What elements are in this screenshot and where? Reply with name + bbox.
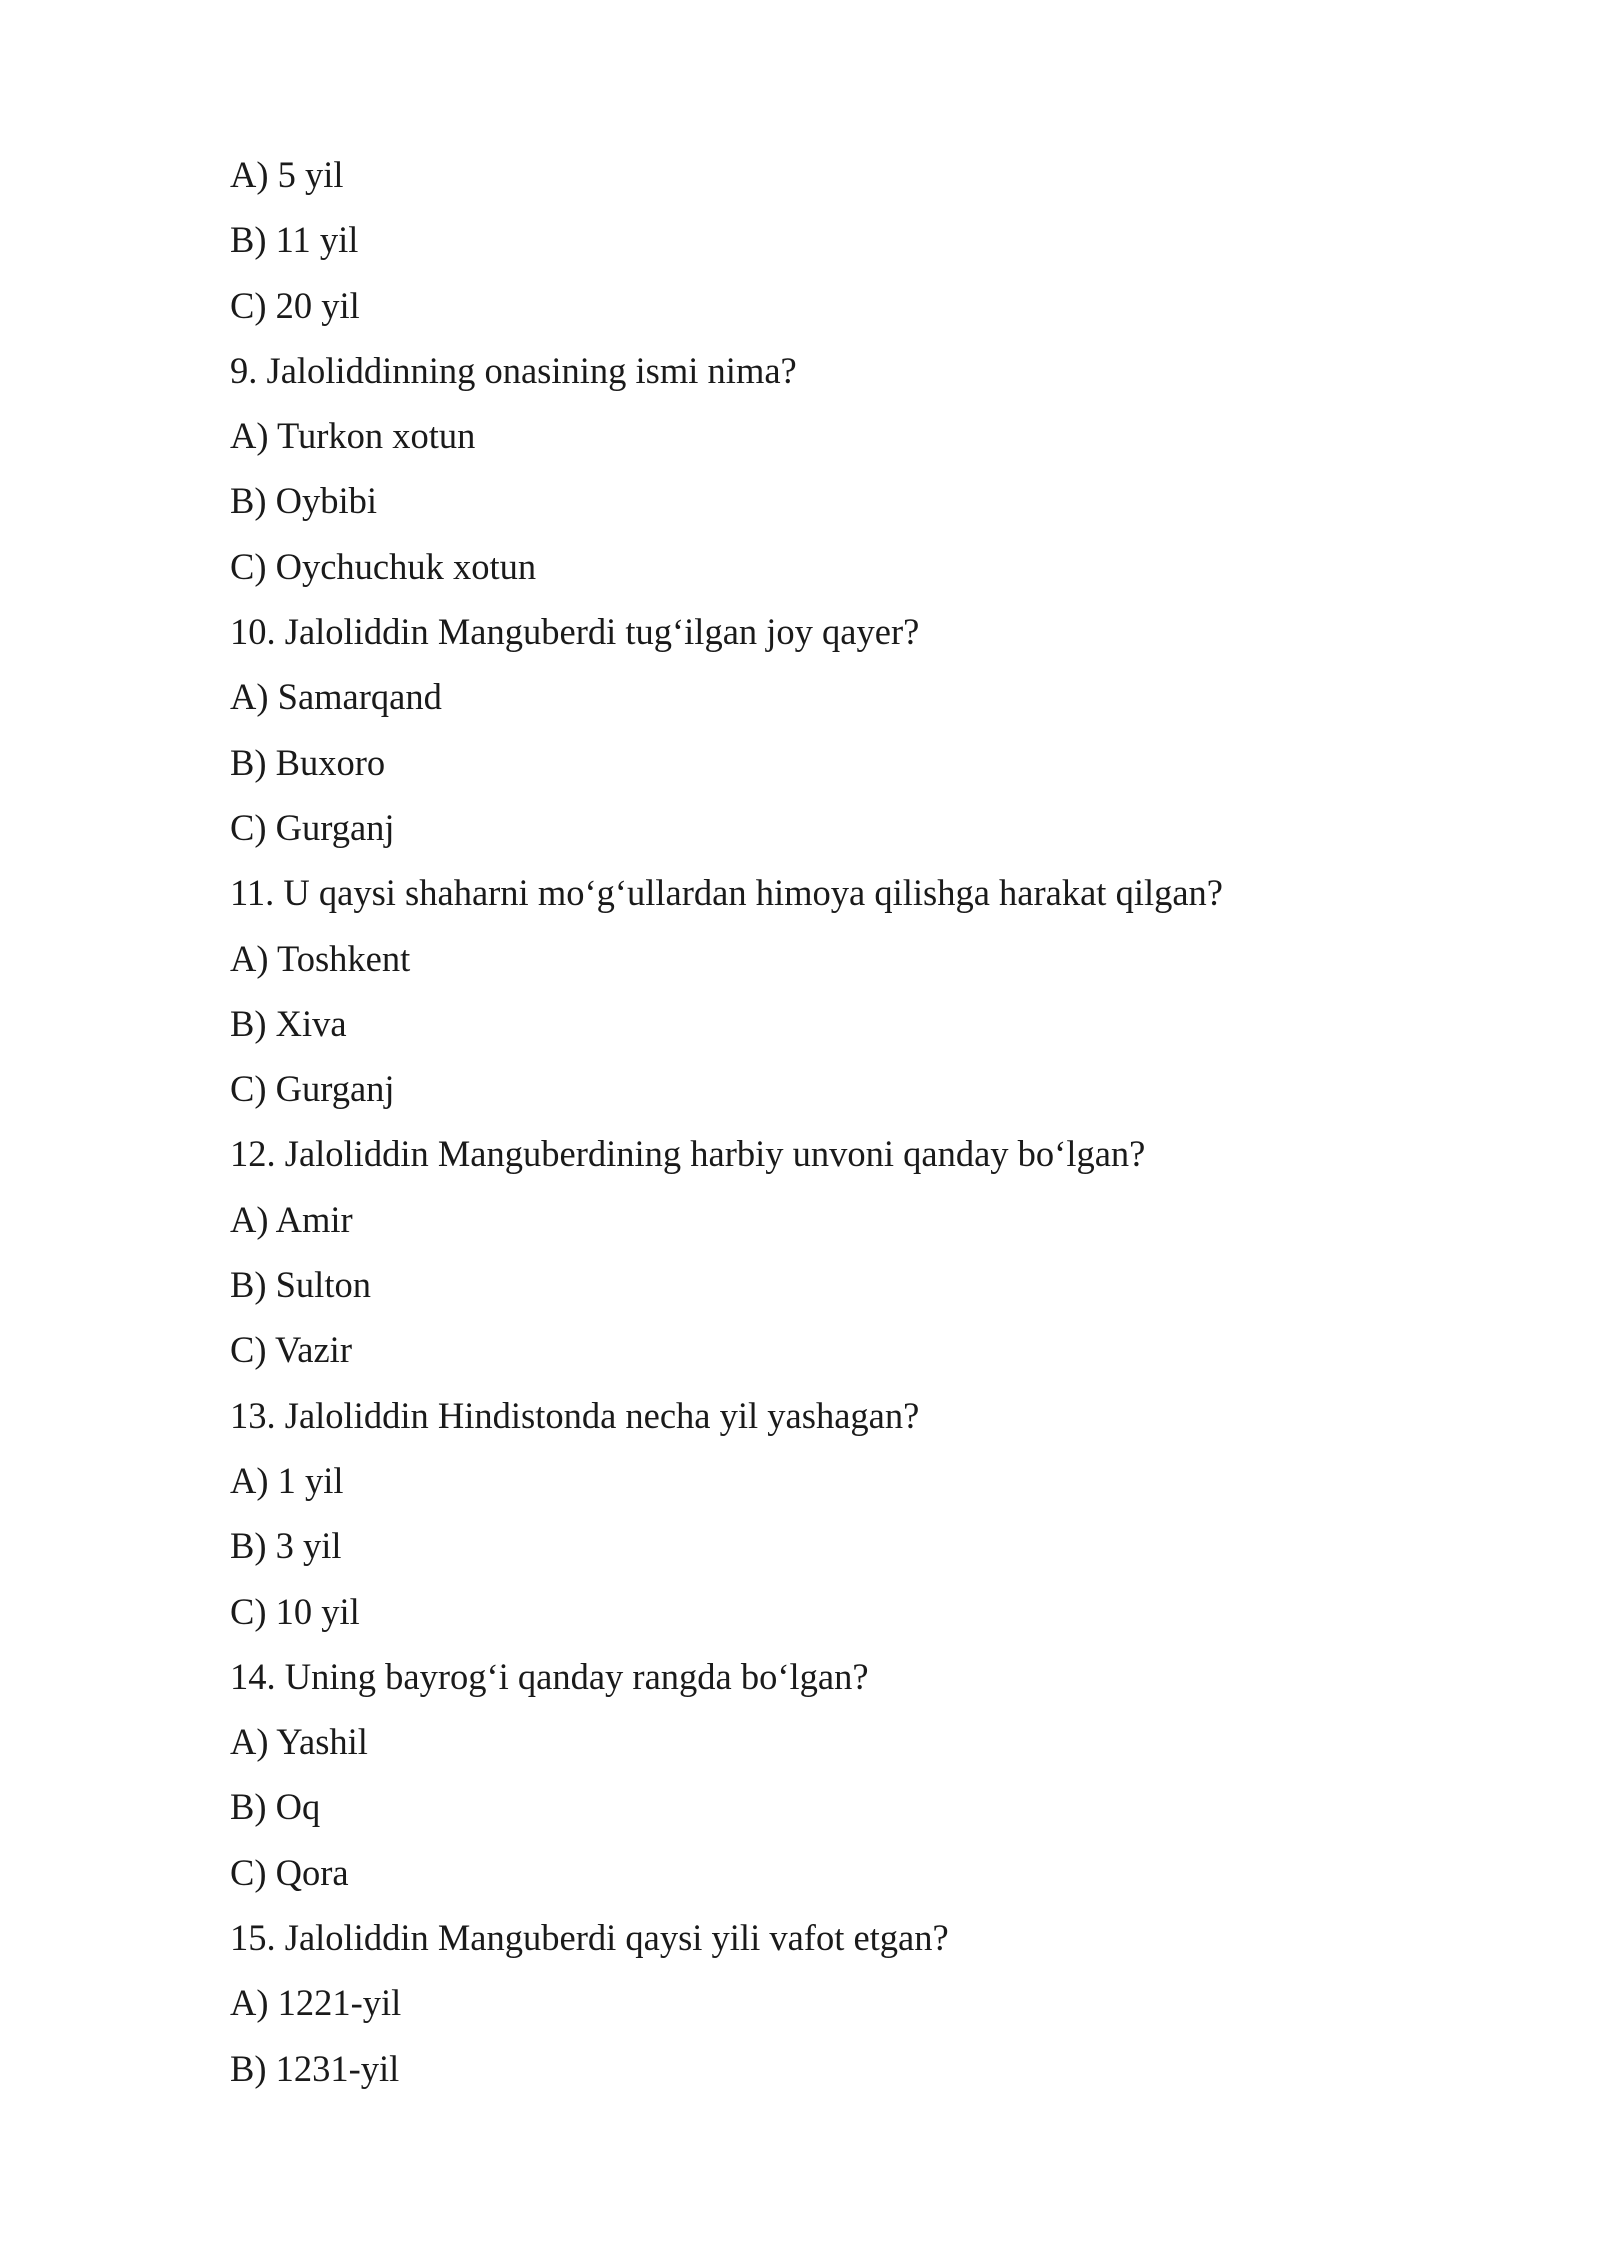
answer-option: C) Gurganj	[230, 1068, 395, 1110]
answer-option: B) 1231-yil	[230, 2047, 400, 2089]
answer-option: C) 10 yil	[230, 1590, 360, 1632]
answer-option: A) 5 yil	[230, 154, 344, 195]
answer-option: B) 11 yil	[230, 219, 359, 261]
answer-option: A) Toshkent	[230, 937, 411, 979]
question-9: 9. Jaloliddinning onasining ismi nima?	[230, 349, 797, 391]
answer-option: C) 20 yil	[230, 284, 360, 326]
answer-option: A) Turkon xotun	[230, 415, 476, 457]
question-10: 10. Jaloliddin Manguberdi tug‘ilgan joy qayer?	[230, 611, 920, 653]
question-12: 12. Jaloliddin Manguberdining harbiy unvoni qanday bo‘lgan?	[230, 1133, 1146, 1175]
answer-option: B) Sulton	[230, 1264, 371, 1306]
question-11: 11. U qaysi shaharni mo‘g‘ullardan himoya qilishga harakat qilgan?	[230, 872, 1224, 914]
answer-option: A) Amir	[230, 1198, 353, 1240]
answer-option: B) Xiva	[230, 1002, 347, 1044]
answer-option: C) Gurganj	[230, 806, 395, 848]
answer-option: B) Buxoro	[230, 741, 386, 783]
answer-option: B) 3 yil	[230, 1525, 342, 1567]
question-14: 14. Uning bayrog‘i qanday rangda bo‘lgan?	[230, 1655, 869, 1697]
answer-option: C) Oychuchuk xotun	[230, 545, 537, 587]
question-13: 13. Jaloliddin Hindistonda necha yil yashagan?	[230, 1394, 920, 1436]
answer-option: C) Vazir	[230, 1329, 352, 1371]
answer-option: A) 1221-yil	[230, 1982, 402, 2024]
document-body	[230, 142, 1430, 2101]
answer-option: A) 1 yil	[230, 1459, 344, 1501]
answer-option: B) Oq	[230, 1786, 321, 1828]
question-15: 15. Jaloliddin Manguberdi qaysi yili vafot etgan?	[230, 1917, 949, 1959]
answer-option: C) Qora	[230, 1851, 349, 1893]
answer-option: B) Oybibi	[230, 480, 378, 522]
answer-option: A) Samarqand	[230, 676, 442, 718]
answer-option: A) Yashil	[230, 1721, 368, 1763]
